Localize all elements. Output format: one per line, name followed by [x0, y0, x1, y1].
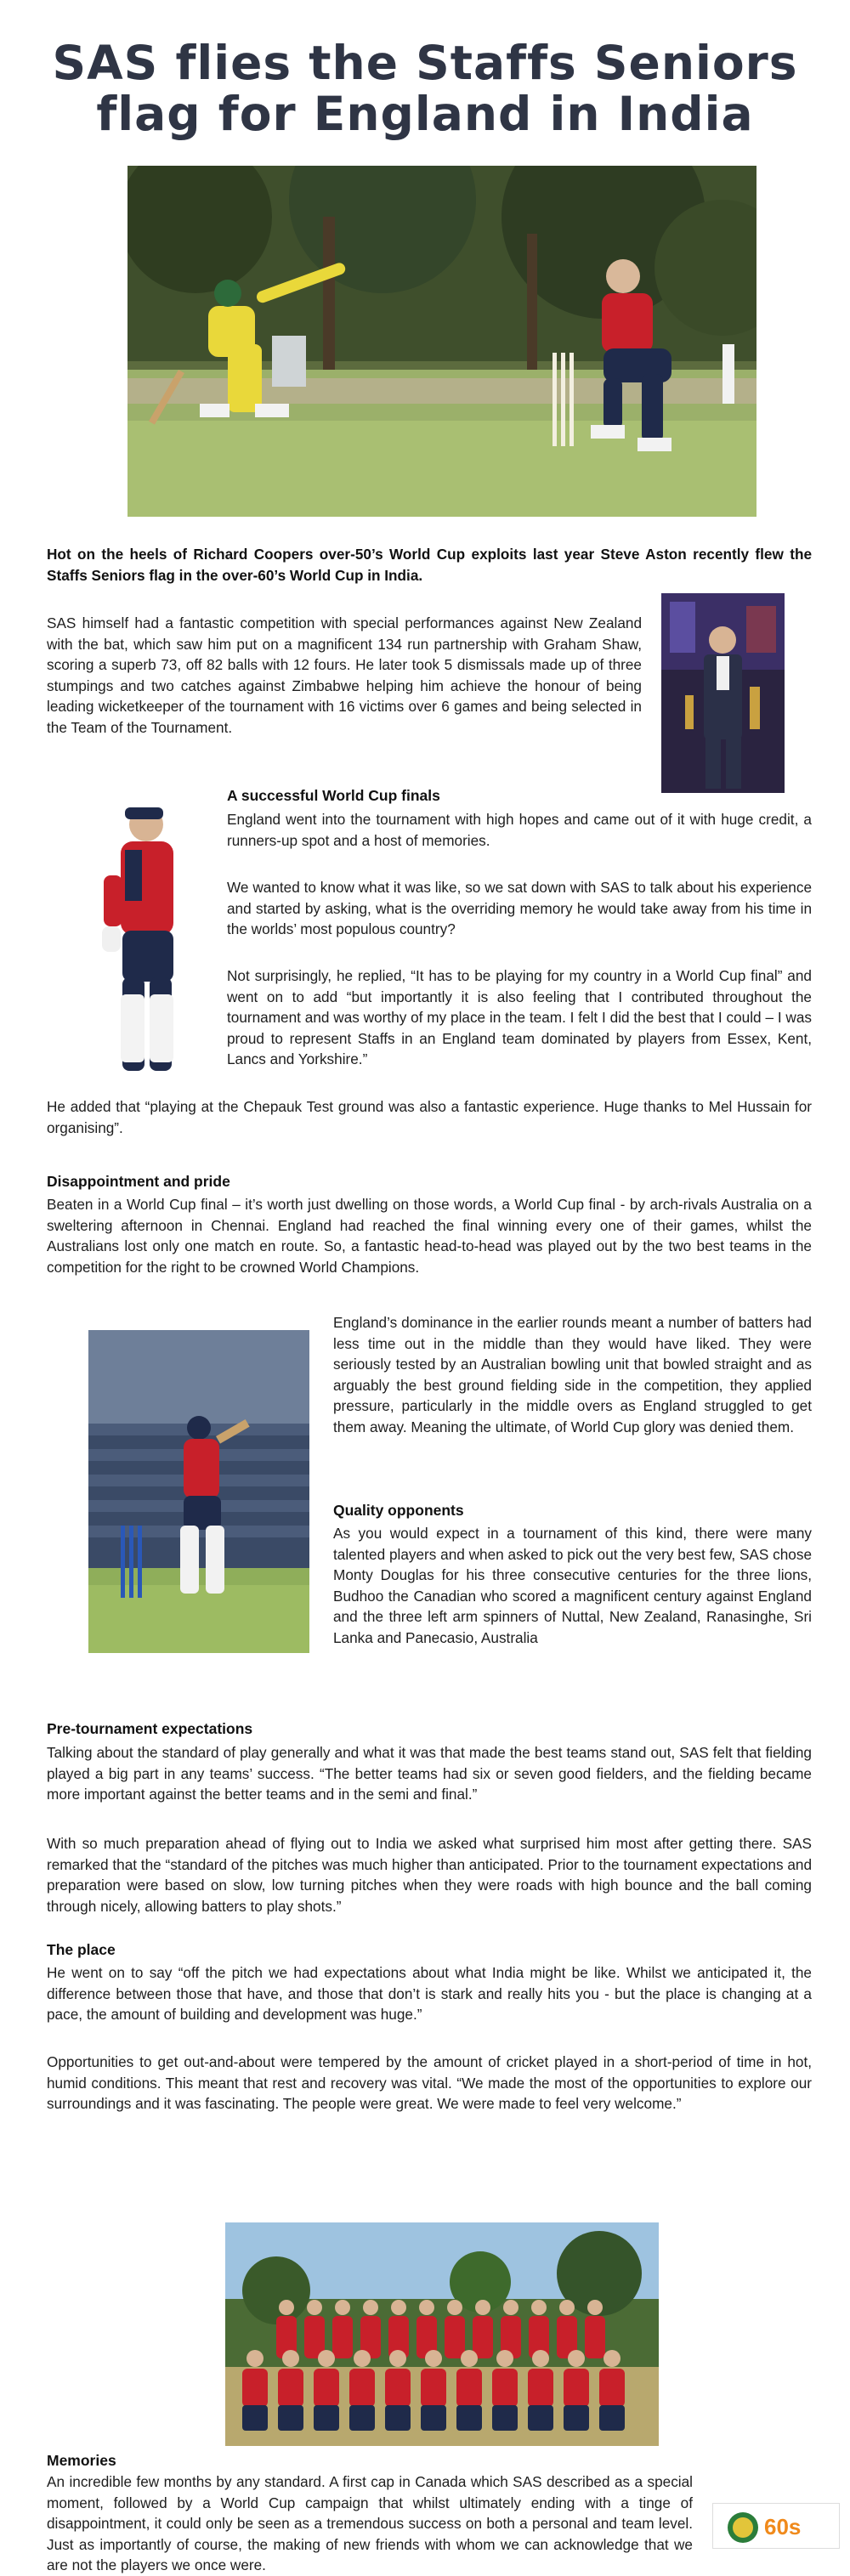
team-player-head [419, 2300, 434, 2315]
chepauk-paragraph: He added that “playing at the Chepauk Test ground was also a fantastic experience. Huge thanks to Mel Hussain for organising”. [47, 1098, 812, 1136]
dominance-paragraph: England’s dominance in the earlier rounds meant a number of batters had less time out in the middle than they would have liked. They were seriously tested by an Australian bowling unit that bowled straight and as arguably the best ground fielding side in the competition, they applied pressure, particularly in the middle overs as England struggled to get them away. Meaning the ultimate, of World Cup glory was denied them. [333, 1314, 812, 1435]
team-player-head [246, 2350, 264, 2367]
team-player-legs [528, 2405, 553, 2431]
place-paragraph-1: He went on to say “off the pitch we had expectations about what India might be like. Whilst we anticipated it, the difference between those that have, and those that don’t is stark and really hits you - but the place is changing at a pace, the amount of building and development was huge.” [47, 1964, 812, 2023]
team-player-head [531, 2300, 547, 2315]
team-player-head [447, 2300, 462, 2315]
team-player-head [279, 2300, 294, 2315]
team-player-head [587, 2300, 603, 2315]
team-player-body [278, 2369, 303, 2407]
team-player-head [335, 2300, 350, 2315]
title-line-2: flag for England in India [96, 87, 754, 141]
wicketkeeper-photo [78, 799, 206, 1088]
memories-paragraph: An incredible few months by any standard. A first cap in Canada which SAS described as a special moment, followed by a World Cup campaign that whilst ultimately ending with a tinge of disappointment, it could only be seen as a tremendous success on both a personal and team level. Just as importantly of course, the making of new friends with whom we can acknowledge that we are not the players we once were. [47, 2473, 693, 2573]
pre-tournament-paragraph-1: Talking about the standard of play generally and what it was that made the best teams stand out, SAS felt that fielding played a big part in any teams’ success. “The better teams had six or seven good fielders, and the fielding became more important against the better teams and in the semi and final.” [47, 1744, 812, 1803]
heading-quality-opponents: Quality opponents [333, 1502, 464, 1519]
finals-paragraph-2: We wanted to know what it was like, so we sat down with SAS to talk about his experience and started by asking, what is the overriding memory he would take away from his time in the worlds’ most populous country? [227, 879, 812, 937]
team-player-head [475, 2300, 490, 2315]
pre-tournament-paragraph-2: With so much preparation ahead of flying out to India we asked what surprised him most after getting there. SAS remarked that the “standard of the pitches was much higher than anticipated. Prior to the tournament expectations and preparation were based on slow, low turning pitches when they were roads with high bounce and the ball coming through nicely, allowing batters to play shots.” [47, 1835, 813, 1915]
heading-memories: Memories [47, 2452, 116, 2469]
team-player-body [349, 2369, 375, 2407]
trophy-player-photo [661, 593, 785, 793]
team-player-legs [564, 2405, 589, 2431]
finals-paragraph-3: Not surprisingly, he replied, “It has to be playing for my country in a World Cup final” and went on to add “but importantly it is also feeling that I contributed throughout the tournament and was worthy of my place in the team. I felt I did the best that I could – I was proud to represent Staffs in an England team dominated by players from Essex, Kent, Lancs and Yorkshire.” [227, 967, 812, 1067]
team-player-head [318, 2350, 335, 2367]
place-paragraph-2: Opportunities to get out-and-about were tempered by the amount of cricket played in a short-period of time in hot, humid conditions. This meant that rest and recovery was vital. “We made the most of the opportunities to explore our surroundings and it was fascinating. The people were great. We were made to feel very welcome.” [47, 2053, 812, 2112]
team-player-legs [278, 2405, 303, 2431]
team-player-body [445, 2316, 465, 2358]
team-player-head [496, 2350, 513, 2367]
team-player-legs [349, 2405, 375, 2431]
team-player-body [385, 2369, 411, 2407]
batting-stadium-photo [88, 1330, 309, 1653]
team-player-head [363, 2300, 378, 2315]
team-player-body [456, 2369, 482, 2407]
team-player-head [425, 2350, 442, 2367]
team-player-legs [456, 2405, 482, 2431]
team-player-head [307, 2300, 322, 2315]
team-player-legs [242, 2405, 268, 2431]
team-player-body [421, 2369, 446, 2407]
team-player-legs [314, 2405, 339, 2431]
hero-cricket-photo [128, 166, 756, 517]
team-player-body [585, 2316, 605, 2358]
team-player-legs [492, 2405, 518, 2431]
title-line-1: SAS flies the Staffs Seniors [52, 36, 798, 90]
team-player-body [492, 2369, 518, 2407]
team-player-legs [421, 2405, 446, 2431]
article-title [42, 37, 808, 139]
team-player-body [314, 2369, 339, 2407]
logo-text: 60s [764, 2514, 802, 2539]
team-player-head [503, 2300, 518, 2315]
heading-pre-tournament: Pre-tournament expectations [47, 1720, 253, 1737]
team-player-body [564, 2369, 589, 2407]
quality-paragraph: As you would expect in a tournament of this kind, there were many talented players and when asked to pick out the very best few, SAS chose Monty Douglas for his three consecutive centuries for the three lions, Budhoo the Canadian who scored a magnificent century against England and the three left arm spinners of Nuttal, New Zealand, Ranasinghe, Sri Lanka and Panecasio, Australia [333, 1525, 812, 1646]
team-player-body [242, 2369, 268, 2407]
team-player-body [599, 2369, 625, 2407]
team-player-head [559, 2300, 575, 2315]
finals-paragraph-1: England went into the tournament with high hopes and came out of it with huge credit, a runners-up spot and a host of memories. [227, 811, 812, 849]
team-player-head [391, 2300, 406, 2315]
team-player-body [332, 2316, 353, 2358]
lead-paragraph: Hot on the heels of Richard Coopers over-50’s World Cup exploits last year Steve Aston recently flew the Staffs Seniors flag in the over-60’s World Cup in India. [47, 546, 812, 584]
intro-paragraph: SAS himself had a fantastic competition with special performances against New Zealand with the bat, which saw him put on a magnificent 134 run partnership with Graham Shaw, scoring a superb 73, off 82 balls with 12 fours. He later took 5 dismissals made up of three stumpings and two catches against Zimbabwe helping him achieve the honour of being leading wicketkeeper of the tournament with 16 victims over 6 games and being selected in the Team of the Tournament. [47, 614, 642, 736]
team-player-head [282, 2350, 299, 2367]
over-60s-logo [712, 2503, 840, 2549]
team-player-head [604, 2350, 620, 2367]
team-player-legs [385, 2405, 411, 2431]
disappointment-paragraph: Beaten in a World Cup final – it’s worth just dwelling on those words, a World Cup final - by arch-rivals Australia on a sweltering afternoon in Chennai. England had reached the final winning every one of their games, whilst the Australians lost only one match en route. So, a fantastic head-to-head was played out by the two best teams in the competition for the right to be crowned World Champions. [47, 1196, 812, 1276]
team-player-legs [599, 2405, 625, 2431]
team-player-head [568, 2350, 585, 2367]
team-player-body [528, 2369, 553, 2407]
heading-successful-finals: A successful World Cup finals [227, 787, 440, 804]
team-player-body [473, 2316, 493, 2358]
team-player-head [532, 2350, 549, 2367]
team-group-photo [225, 2222, 659, 2446]
heading-disappointment: Disappointment and pride [47, 1173, 230, 1190]
heading-the-place: The place [47, 1941, 116, 1958]
team-player-head [461, 2350, 478, 2367]
team-player-head [389, 2350, 406, 2367]
team-player-head [354, 2350, 371, 2367]
